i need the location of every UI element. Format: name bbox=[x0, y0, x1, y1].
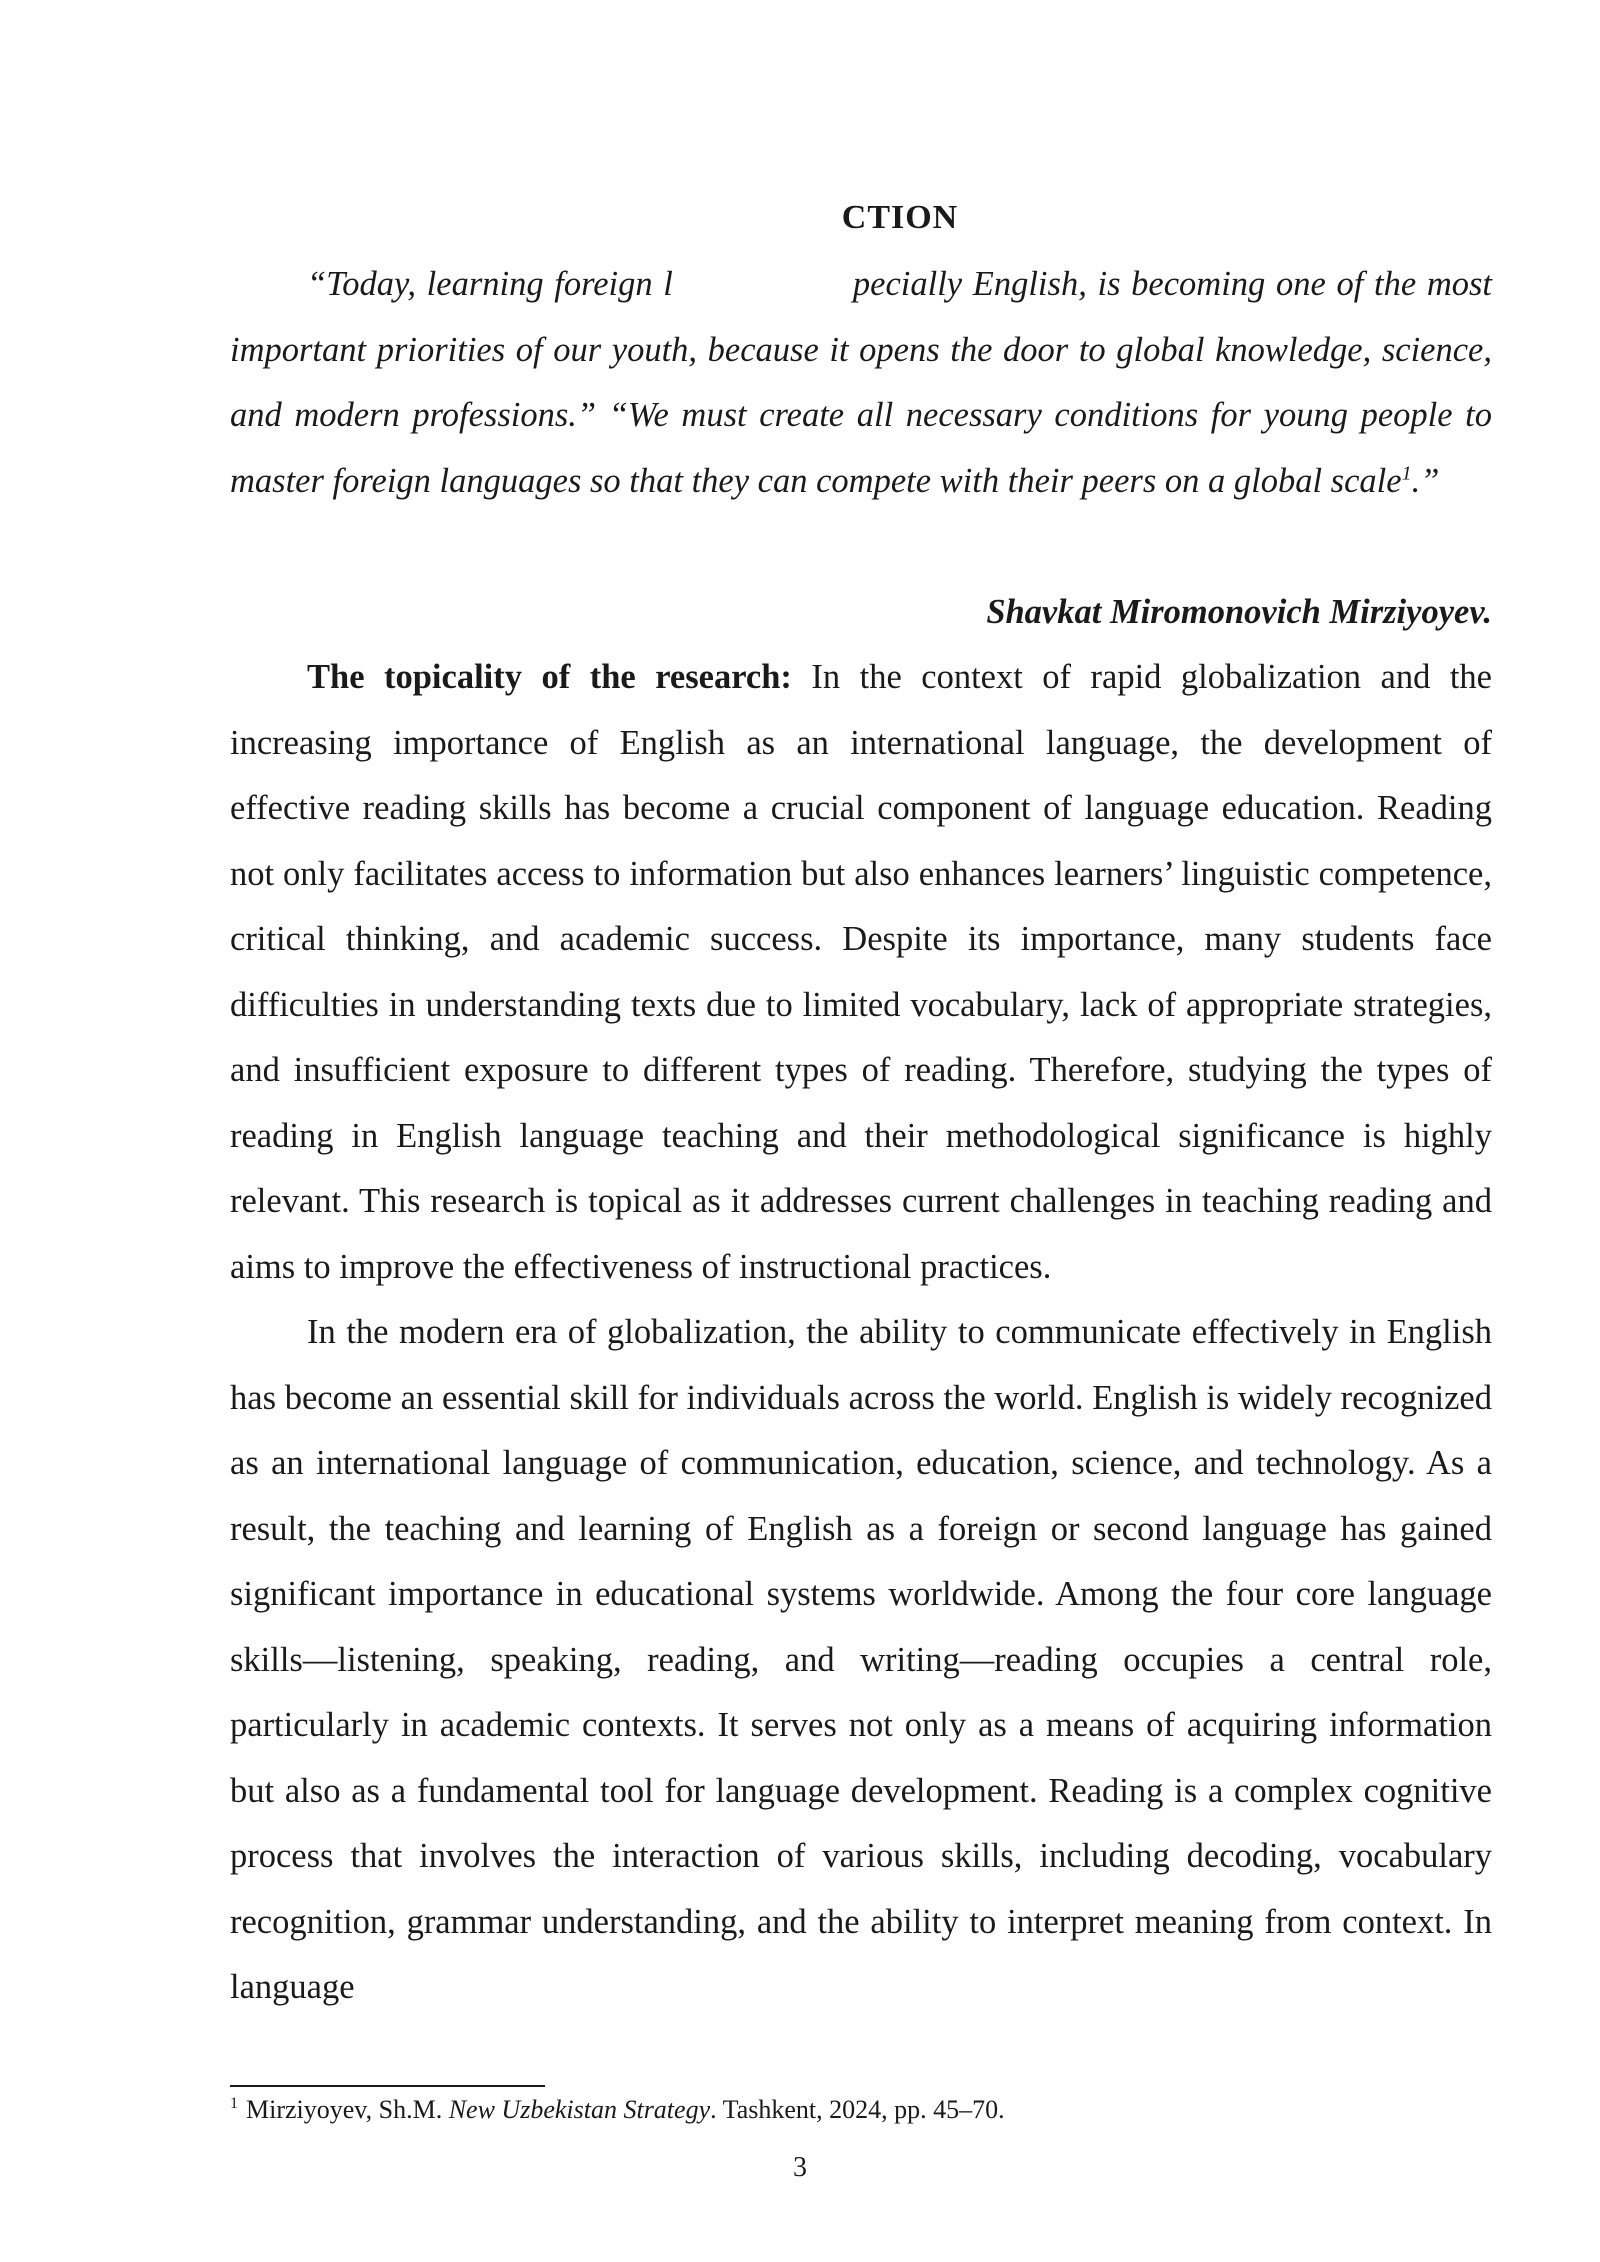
topicality-text: In the context of rapid globalization and the increasing importance of English as an international language, the development of effective reading skills has become a crucial component of language education. Reading not only facilitates access to information but also enhances learners’ linguistic competence, critical thinking, and academic success. Despite its importance, many students face difficulties in understanding texts due to limited vocabulary, lack of appropriate strategies, and insufficient exposure to different types of reading. Therefore, studying the types of reading in English language teaching and their methodological significance is highly relevant. This research is topical as it addresses current challenges in teaching reading and aims to improve the effectiveness of instructional practices. bbox=[230, 658, 1492, 1286]
topicality-paragraph bbox=[230, 645, 1492, 1300]
footnote-reference: 1 bbox=[1401, 462, 1412, 484]
topicality-label: The topicality of the research: bbox=[307, 658, 792, 696]
footnote-author: Mirziyoyev, Sh.M. bbox=[246, 2095, 449, 2124]
footnote-rest: . Tashkent, 2024, pp. 45–70. bbox=[710, 2095, 1005, 2124]
section-heading bbox=[0, 196, 1600, 240]
epigraph-closing: .” bbox=[1411, 461, 1440, 500]
heading-occlusion bbox=[642, 202, 842, 238]
epigraph-quote bbox=[230, 252, 1492, 514]
footnote-title: New Uzbekistan Strategy bbox=[448, 2095, 711, 2124]
epigraph-attribution: Shavkat Miromonovich Mirziyoyev. bbox=[986, 593, 1492, 631]
footnote-separator bbox=[230, 2085, 545, 2087]
heading-text: CTION bbox=[841, 199, 959, 236]
footnote-mark: 1 bbox=[230, 2095, 238, 2113]
body-text bbox=[230, 645, 1492, 2021]
epigraph-part-1: “Today, learning foreign l bbox=[307, 265, 673, 303]
epigraph-occlusion bbox=[673, 267, 853, 307]
globalization-paragraph: In the modern era of globalization, the ability to communicate effectively in English has become an essential skill for individuals across the world. English is widely recognized as an international language of communication, education, science, and technology. As a result, the teaching and learning of English as a foreign or second language has gained significant importance in educational systems worldwide. Among the four core language skills—listening, speaking, reading, and writing—reading occupies a central role, particularly in academic contexts. It serves not only as a means of acquiring information but also as a fundamental tool for language development. Reading is a complex cognitive process that involves the interaction of various skills, including decoding, vocabulary recognition, grammar understanding, and the ability to interpret meaning from context. In language bbox=[230, 1313, 1492, 2006]
epigraph-part-2: pecially English, is becoming one of the most important priorities of our youth, because it opens the door to global knowledge, science, and modern professions.” “We must create all necessary conditions for young people to master foreign languages so that they can compete with their peers on a global scale bbox=[230, 265, 1492, 500]
page-number: 3 bbox=[793, 2152, 807, 2183]
footnote bbox=[230, 2092, 1492, 2128]
